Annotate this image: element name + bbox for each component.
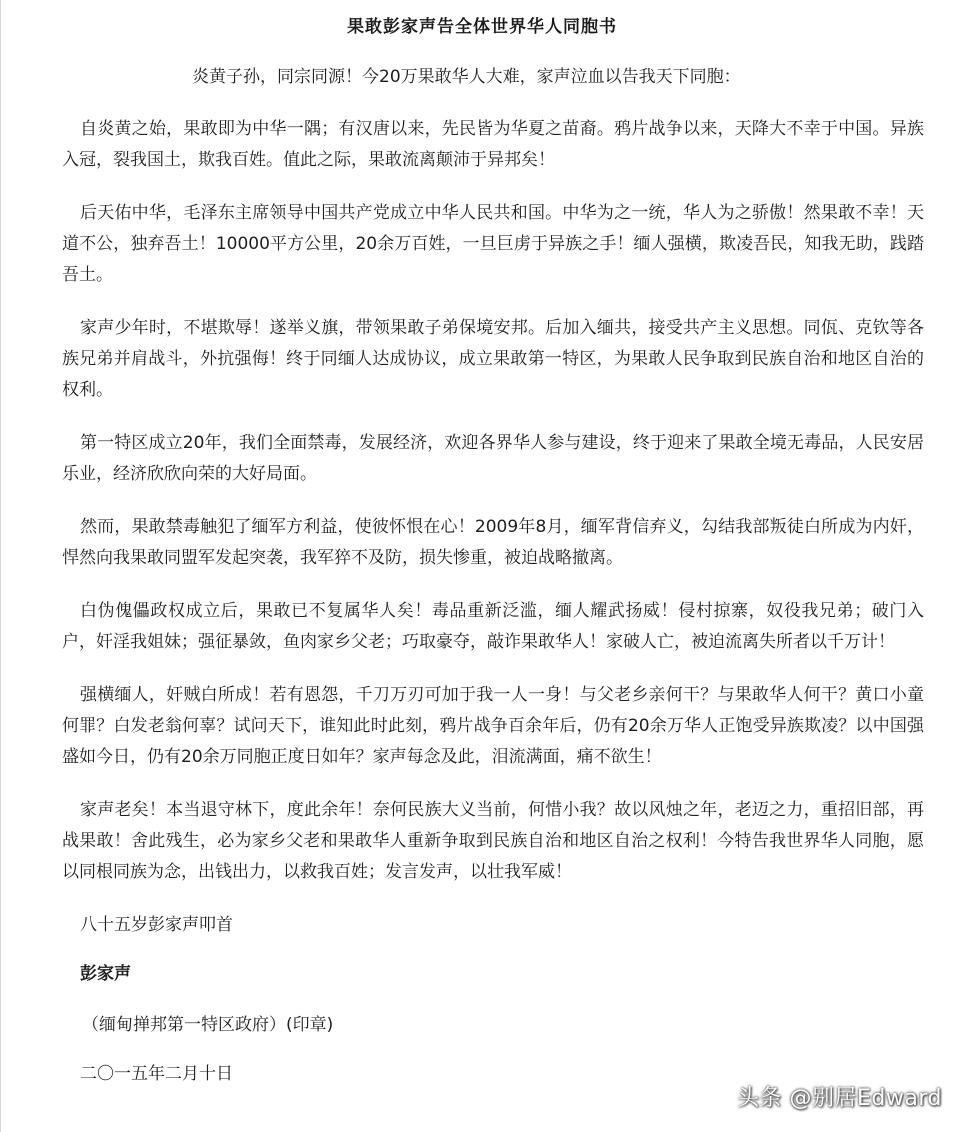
paragraph-1: 自炎黄之始，果敢即为中华一隅；有汉唐以来，先民皆为华夏之苗裔。鸦片战争以来，天降大不幸于中国。异族入冠，裂我国土，欺我百姓。值此之际，果敢流离颠沛于异邦矣！	[62, 119, 924, 170]
signature-date: 二〇一五年二月十日	[80, 1064, 233, 1084]
signature-seal: （缅甸掸邦第一特区政府）(印章)	[82, 1015, 334, 1035]
page-left-border	[0, 0, 1, 1132]
paragraph-3: 家声少年时，不堪欺辱！遂举义旗，带领果敢子弟保境安邦。后加入缅共，接受共产主义思想。同佤、克钦等各族兄弟并肩战斗，外抗强侮！终于同缅人达成协议，成立果敢第一特区，为果敢人民争取到民族自治和地区自治的权利。	[62, 318, 924, 400]
signature-author-line: 八十五岁彭家声叩首	[80, 915, 233, 935]
document-title: 果敢彭家声告全体世界华人同胞书	[347, 17, 617, 37]
document-greeting: 炎黄子孙，同宗同源！今20万果敢华人大难，家声泣血以告我天下同胞：	[192, 67, 741, 87]
paragraph-5: 然而，果敢禁毒触犯了缅军方利益，使彼怀恨在心！2009年8月，缅军背信弃义，勾结我部叛徒白所成为内奸，悍然向我果敢同盟军发起突袭，我军猝不及防，损失惨重，被迫战略撤离。	[62, 517, 924, 568]
paragraph-8: 家声老矣！本当退守林下，度此余年！奈何民族大义当前，何惜小我？故以风烛之年，老迈之力，重招旧部，再战果敢！舍此残生，必为家乡父老和果敢华人重新争取到民族自治和地区自治之权利！今特告我世界华人同胞，愿以同根同族为念，出钱出力，以救我百姓；发言发声，以壮我军威！	[62, 800, 924, 882]
paragraph-4: 第一特区成立20年，我们全面禁毒，发展经济，欢迎各界华人参与建设，终于迎来了果敢全境无毒品，人民安居乐业，经济欣欣向荣的大好局面。	[62, 433, 924, 484]
paragraph-2: 后天佑中华，毛泽东主席领导中国共产党成立中华人民共和国。中华为之一统，华人为之骄傲！然果敢不幸！天道不公，独弃吾土！10000平方公里，20余万百姓，一旦巨虏于异族之手！缅人强横，欺凌吾民，知我无助，践踏吾土。	[62, 203, 924, 285]
signature-name: 彭家声	[80, 964, 131, 984]
paragraph-6: 白伪傀儡政权成立后，果敢已不复属华人矣！毒品重新泛滥，缅人耀武扬威！侵村掠寨，奴役我兄弟；破门入户，奸淫我姐妹；强征暴敛，鱼肉家乡父老；巧取豪夺，敲诈果敢华人！家破人亡，被迫流离失所者以千万计！	[62, 601, 924, 652]
document-body	[62, 114, 924, 1090]
watermark-text: 头条 @别居Edward	[737, 1086, 942, 1111]
paragraph-7: 强横缅人，奸贼白所成！若有恩怨，千刀万刃可加于我一人一身！与父老乡亲何干？与果敢华人何干？黄口小童何罪？白发老翁何辜？试问天下，谁知此时此刻，鸦片战争百余年后，仍有20余万华人正饱受异族欺凌？以中国强盛如今日，仍有20余万同胞正度日如年？家声每念及此，泪流满面，痛不欲生！	[62, 685, 924, 767]
